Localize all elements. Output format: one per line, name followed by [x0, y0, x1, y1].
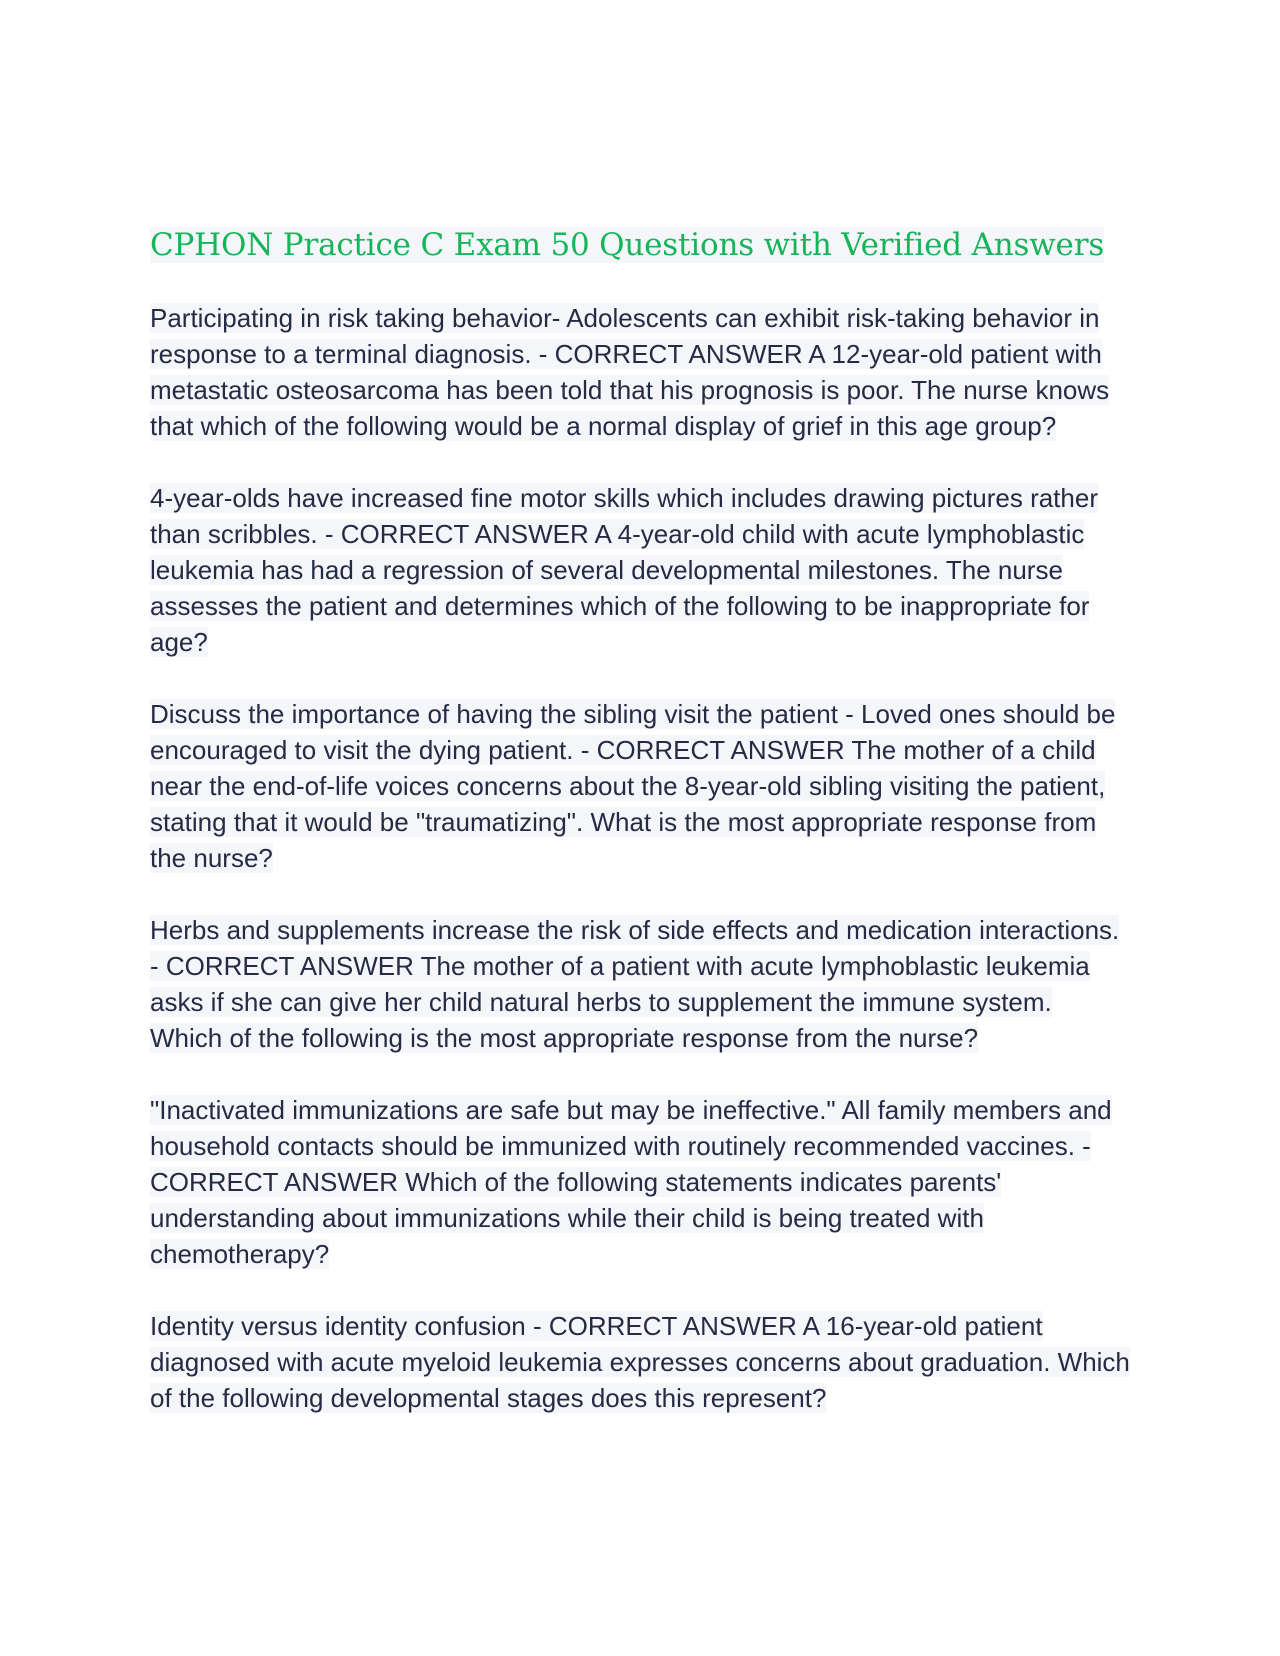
qa-paragraph	[150, 300, 1130, 444]
qa-text: Participating in risk taking behavior- Adolescents can exhibit risk-taking behavior in response to a terminal diagnosis. - CORRECT ANSWER A 12-year-old patient with metastatic osteosarcoma has been told that his prognosis is poor. The nurse knows that which of the following would be a normal display of grief in this age group?	[150, 303, 1110, 441]
qa-text: Identity versus identity confusion - CORRECT ANSWER A 16-year-old patient diagnosed with acute myeloid leukemia expresses concerns about graduation. Which of the following developmental stages does this represent?	[150, 1311, 1130, 1413]
qa-text: "Inactivated immunizations are safe but may be ineffective." All family members and household contacts should be immunized with routinely recommended vaccines. - CORRECT ANSWER Which of the following statements indicates parents' understanding about immunizations while their child is being treated with chemotherapy?	[150, 1095, 1112, 1269]
qa-paragraph	[150, 912, 1130, 1056]
title-block	[150, 222, 1130, 274]
qa-paragraph	[150, 480, 1130, 660]
qa-text: Herbs and supplements increase the risk of side effects and medication interactions. - CORRECT ANSWER The mother of a patient with acute lymphoblastic leukemia asks if she can give her child natural herbs to supplement the immune system. Which of the following is the most appropriate response from the nurse?	[150, 915, 1120, 1053]
document-title: CPHON Practice C Exam 50 Questions with Verified Answers	[150, 227, 1105, 263]
qa-text: 4-year-olds have increased fine motor skills which includes drawing pictures rather than scribbles. - CORRECT ANSWER A 4-year-old child with acute lymphoblastic leukemia has had a regression of several developmental milestones. The nurse assesses the patient and determines which of the following to be inappropriate for age?	[150, 483, 1098, 657]
qa-paragraph	[150, 1092, 1130, 1272]
qa-paragraph	[150, 1308, 1130, 1416]
qa-paragraph	[150, 696, 1130, 876]
document-content	[150, 222, 1130, 1452]
qa-text: Discuss the importance of having the sibling visit the patient - Loved ones should be encouraged to visit the dying patient. - CORRECT ANSWER The mother of a child near the end-of-life voices concerns about the 8-year-old sibling visiting the patient, stating that it would be "traumatizing". What is the most appropriate response from the nurse?	[150, 699, 1116, 873]
